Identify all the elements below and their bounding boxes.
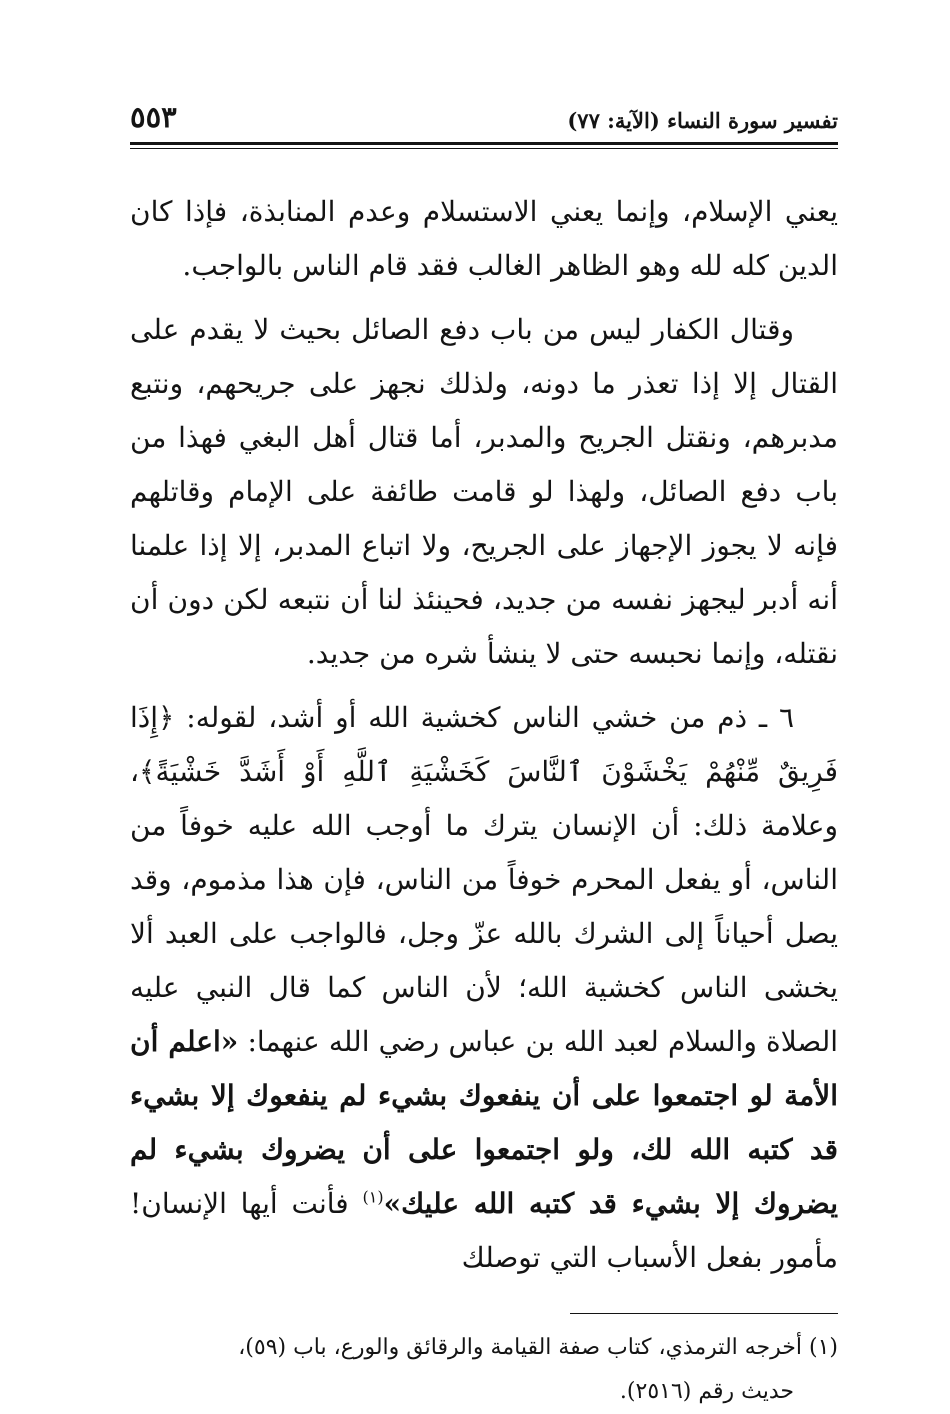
paragraph-1: يعني الإسلام، وإنما يعني الاستسلام وعدم المنابذة، فإذا كان الدين كله لله وهو الظاهر الغالب فقد قام الناس بالواجب. [130,195,838,282]
header-rule-thin [130,148,838,149]
footnote-line-2: حديث رقم (٢٥١٦). [619,1379,794,1404]
footnote [130,1326,838,1414]
quran-verse: ﴿إِذَا فَرِيقٌ مِّنْهُمْ يَخْشَوْنَ ٱلنَّاسَ كَخَشْيَةِ ٱللَّهِ أَوْ أَشَدَّ خَشْيَةً﴾ [130,701,838,788]
page-number: ٥٥٣ [130,100,177,134]
body-text [130,185,838,1285]
footnote-reference: (١) [362,1187,384,1207]
running-head [130,100,838,140]
hadith-quote: «اعلم أن الأمة لو اجتمعوا على أن ينفعوك بشيء لم ينفعوك إلا بشيء قد كتبه الله لك، ولو اجتمعوا على أن يضروك بشيء لم يضروك إلا بشيء قد كتبه الله عليك» [130,1025,838,1220]
header-rule-thick [130,142,838,145]
paragraph-3 [130,691,838,1285]
paragraph-3-end: فأنت أيها الإنسان! مأمور بفعل الأسباب التي توصلك [130,1187,838,1274]
footnote-rule [570,1313,838,1314]
paragraph-3-intro: ٦ ـ ذم من خشي الناس كخشية الله أو أشد، لقوله: [174,701,794,734]
running-title: تفسير سورة النساء (الآية: ٧٧) [567,108,838,133]
book-page [130,100,839,1404]
paragraph-2: وقتال الكفار ليس من باب دفع الصائل بحيث لا يقدم على القتال إلا إذا تعذر ما دونه، ولذلك نجهز على جريحهم، ونتبع مدبرهم، ونقتل الجريح والمدبر، أما قتال أهل البغي فهذا من باب دفع الصائل، ولهذا لو قامت طائفة على الإمام وقاتلهم فإنه لا يجوز الإجهاز على الجريح، ولا اتباع المدبر، إلا إذا علمنا أنه أدبر ليجهز نفسه من جديد، فحينئذ لنا أن نتبعه لكن دون أن نقتله، وإنما نحبسه حتى لا ينشأ شره من جديد. [130,313,838,670]
paragraph-3-text: ، وعلامة ذلك: أن الإنسان يترك ما أوجب الله عليه خوفاً من الناس، أو يفعل المحرم خوفاً من الناس، فإن هذا مذموم، وقد يصل أحياناً إلى الشرك بالله عزّ وجل، فالواجب على العبد ألا يخشى الناس كخشية الله؛ لأن الناس كما قال النبي عليه الصلاة والسلام لعبد الله بن عباس رضي الله عنهما: [130,755,839,1058]
footnote-line-1: (١) أخرجه الترمذي، كتاب صفة القيامة والرقائق والورع، باب (٥٩)، [238,1335,838,1360]
